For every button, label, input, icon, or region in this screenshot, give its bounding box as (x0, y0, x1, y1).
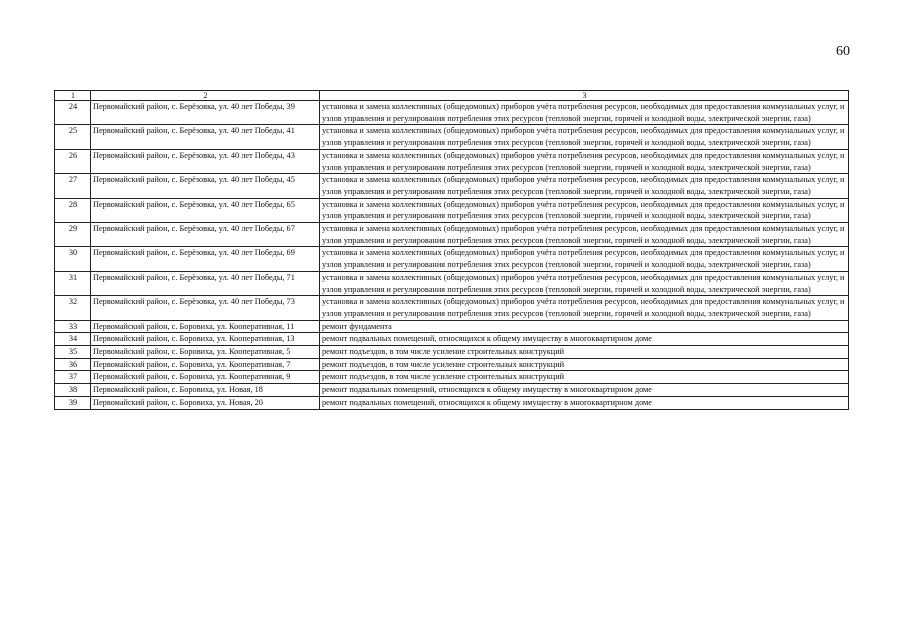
row-number-cell: 29 (55, 223, 91, 247)
row-number-cell: 27 (55, 174, 91, 198)
table-header (55, 91, 849, 101)
row-number-cell: 24 (55, 101, 91, 125)
address-cell: Первомайский район, с. Берёзовка, ул. 40 лет Победы, 73 (91, 296, 320, 320)
row-number-cell: 39 (55, 396, 91, 409)
header-col-2: 2 (91, 91, 320, 101)
table-row (55, 384, 849, 397)
row-number-cell: 28 (55, 198, 91, 222)
address-cell: Первомайский район, с. Боровиха, ул. Кооперативная, 13 (91, 333, 320, 346)
row-number-cell: 34 (55, 333, 91, 346)
row-number-cell: 30 (55, 247, 91, 271)
work-type-cell: ремонт подвальных помещений, относящихся к общему имуществу в многоквартирном доме (320, 384, 849, 397)
table-row (55, 247, 849, 271)
table-body (55, 101, 849, 410)
address-cell: Первомайский район, с. Берёзовка, ул. 40 лет Победы, 71 (91, 271, 320, 295)
table-row (55, 271, 849, 295)
row-number-cell: 38 (55, 384, 91, 397)
page-number: 60 (836, 44, 850, 59)
work-type-cell: установка и замена коллективных (общедомовых) приборов учёта потребления ресурсов, необходимых для предоставления коммунальных услуг, и узлов управления и регулирования потребления этих ресурсов (тепловой энергии, горячей и холодной воды, электрической энергии, газа) (320, 101, 849, 125)
row-number-cell: 33 (55, 320, 91, 333)
work-type-cell: ремонт подъездов, в том числе усиление строительных конструкций (320, 358, 849, 371)
address-cell: Первомайский район, с. Берёзовка, ул. 40 лет Победы, 41 (91, 125, 320, 149)
work-type-cell: установка и замена коллективных (общедомовых) приборов учёта потребления ресурсов, необходимых для предоставления коммунальных услуг, и узлов управления и регулирования потребления этих ресурсов (тепловой энергии, горячей и холодной воды, электрической энергии, газа) (320, 174, 849, 198)
table-row (55, 358, 849, 371)
table-row (55, 296, 849, 320)
works-table (54, 90, 849, 410)
row-number-cell: 26 (55, 149, 91, 173)
work-type-cell: установка и замена коллективных (общедомовых) приборов учёта потребления ресурсов, необходимых для предоставления коммунальных услуг, и узлов управления и регулирования потребления этих ресурсов (тепловой энергии, горячей и холодной воды, электрической энергии, газа) (320, 125, 849, 149)
row-number-cell: 32 (55, 296, 91, 320)
address-cell: Первомайский район, с. Боровиха, ул. Новая, 18 (91, 384, 320, 397)
row-number-cell: 31 (55, 271, 91, 295)
work-type-cell: ремонт подвальных помещений, относящихся к общему имуществу в многоквартирном доме (320, 396, 849, 409)
row-number-cell: 37 (55, 371, 91, 384)
table-row (55, 174, 849, 198)
work-type-cell: ремонт подъездов, в том числе усиление строительных конструкций (320, 371, 849, 384)
address-cell: Первомайский район, с. Боровиха, ул. Кооперативная, 9 (91, 371, 320, 384)
row-number-cell: 36 (55, 358, 91, 371)
table-row (55, 396, 849, 409)
address-cell: Первомайский район, с. Берёзовка, ул. 40 лет Победы, 39 (91, 101, 320, 125)
address-cell: Первомайский район, с. Берёзовка, ул. 40 лет Победы, 45 (91, 174, 320, 198)
table-row (55, 101, 849, 125)
work-type-cell: установка и замена коллективных (общедомовых) приборов учёта потребления ресурсов, необходимых для предоставления коммунальных услуг, и узлов управления и регулирования потребления этих ресурсов (тепловой энергии, горячей и холодной воды, электрической энергии, газа) (320, 271, 849, 295)
address-cell: Первомайский район, с. Боровиха, ул. Кооперативная, 7 (91, 358, 320, 371)
row-number-cell: 35 (55, 346, 91, 359)
address-cell: Первомайский район, с. Берёзовка, ул. 40 лет Победы, 67 (91, 223, 320, 247)
work-type-cell: ремонт фундамента (320, 320, 849, 333)
address-cell: Первомайский район, с. Берёзовка, ул. 40 лет Победы, 65 (91, 198, 320, 222)
table-row (55, 371, 849, 384)
header-row (55, 91, 849, 101)
table-row (55, 346, 849, 359)
header-col-1: 1 (55, 91, 91, 101)
table-row (55, 333, 849, 346)
table-row (55, 198, 849, 222)
address-cell: Первомайский район, с. Боровиха, ул. Новая, 20 (91, 396, 320, 409)
work-type-cell: ремонт подъездов, в том числе усиление строительных конструкций (320, 346, 849, 359)
table-row (55, 320, 849, 333)
table-row (55, 149, 849, 173)
address-cell: Первомайский район, с. Берёзовка, ул. 40 лет Победы, 43 (91, 149, 320, 173)
address-cell: Первомайский район, с. Боровиха, ул. Кооперативная, 5 (91, 346, 320, 359)
work-type-cell: установка и замена коллективных (общедомовых) приборов учёта потребления ресурсов, необходимых для предоставления коммунальных услуг, и узлов управления и регулирования потребления этих ресурсов (тепловой энергии, горячей и холодной воды, электрической энергии, газа) (320, 247, 849, 271)
work-type-cell: установка и замена коллективных (общедомовых) приборов учёта потребления ресурсов, необходимых для предоставления коммунальных услуг, и узлов управления и регулирования потребления этих ресурсов (тепловой энергии, горячей и холодной воды, электрической энергии, газа) (320, 198, 849, 222)
row-number-cell: 25 (55, 125, 91, 149)
table-row (55, 223, 849, 247)
address-cell: Первомайский район, с. Берёзовка, ул. 40 лет Победы, 69 (91, 247, 320, 271)
work-type-cell: установка и замена коллективных (общедомовых) приборов учёта потребления ресурсов, необходимых для предоставления коммунальных услуг, и узлов управления и регулирования потребления этих ресурсов (тепловой энергии, горячей и холодной воды, электрической энергии, газа) (320, 223, 849, 247)
work-type-cell: ремонт подвальных помещений, относящихся к общему имуществу в многоквартирном доме (320, 333, 849, 346)
work-type-cell: установка и замена коллективных (общедомовых) приборов учёта потребления ресурсов, необходимых для предоставления коммунальных услуг, и узлов управления и регулирования потребления этих ресурсов (тепловой энергии, горячей и холодной воды, электрической энергии, газа) (320, 296, 849, 320)
work-type-cell: установка и замена коллективных (общедомовых) приборов учёта потребления ресурсов, необходимых для предоставления коммунальных услуг, и узлов управления и регулирования потребления этих ресурсов (тепловой энергии, горячей и холодной воды, электрической энергии, газа) (320, 149, 849, 173)
table-row (55, 125, 849, 149)
address-cell: Первомайский район, с. Боровиха, ул. Кооперативная, 11 (91, 320, 320, 333)
header-col-3: 3 (320, 91, 849, 101)
